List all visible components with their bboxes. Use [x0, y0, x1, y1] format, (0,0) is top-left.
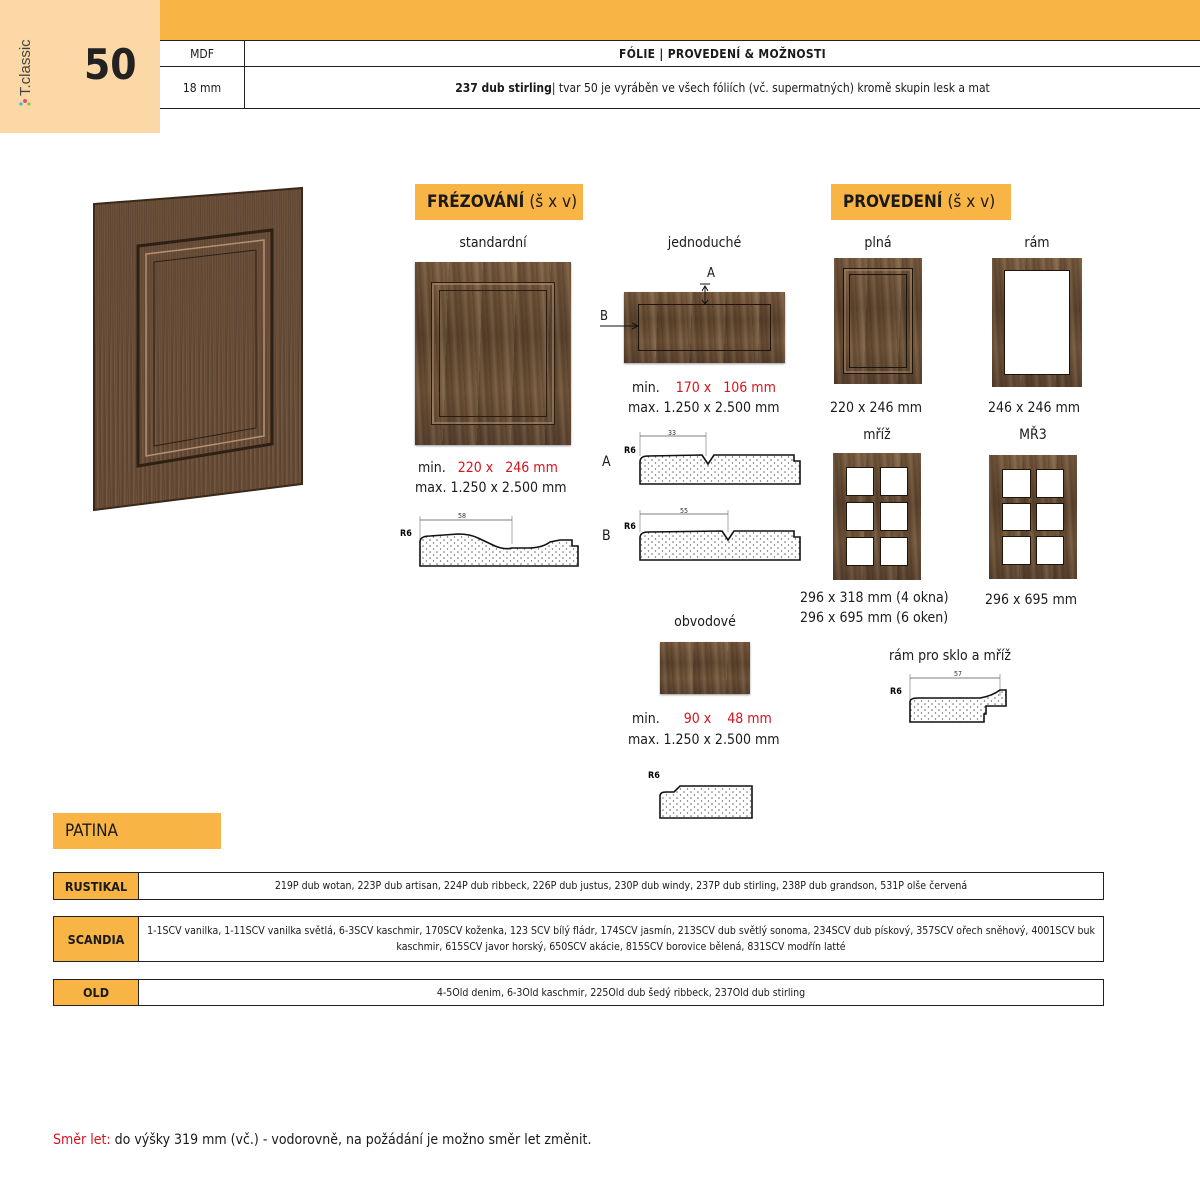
min-label: min. [632, 380, 660, 396]
standard-max: max. 1.250 x 2.500 mm [415, 480, 567, 496]
simple-marker-b: B [600, 309, 609, 324]
perimeter-min [632, 711, 772, 727]
profile-b-dim: 55 [679, 507, 689, 515]
profile-dim: 58 [457, 512, 467, 520]
options-description [245, 67, 1200, 108]
glass-frame-label: rám pro sklo a mříž [888, 648, 1012, 664]
footer-text: do výšky 319 mm (vč.) - vodorovně, na požádání je možno směr let změnit. [110, 1132, 592, 1148]
standard-sample [415, 262, 571, 445]
glass-frame-dim: 57 [953, 670, 963, 678]
material-label: MDF [190, 46, 214, 61]
mr3-label: MŘ3 [1019, 427, 1047, 443]
profile-a-letter: A [602, 454, 611, 470]
frame-dim: 246 x 246 mm [988, 400, 1081, 416]
options-label: FÓLIE | PROVEDENÍ & MOŽNOSTI [619, 46, 826, 61]
profile-b-drawing [622, 504, 807, 566]
full-label: plná [864, 235, 892, 251]
footer-label: Směr let: [53, 1132, 111, 1148]
min-height: 106 mm [723, 380, 776, 396]
simple-marker-a: A [707, 266, 715, 281]
patina-row-name: RUSTIKAL [54, 873, 139, 899]
perimeter-sample [660, 642, 750, 694]
patina-row-scandia [53, 916, 1104, 962]
min-width: 170 x [675, 380, 712, 396]
profile-radius: R6 [400, 529, 412, 539]
min-label: min. [418, 460, 446, 476]
patina-row-old [53, 979, 1104, 1006]
patina-row-text: 1-1SCV vanilka, 1-11SCV vanilka světlá, 6-3SCV kaschmir, 170SCV koženka, 123 SCV bílý fládr, 174SCV jasmín, 213SCV dub světlý sonoma, 234SCV dub pískový, 357SCV ořech sněhový, 4001SCV buk kaschmir, 615SCV javor horský, 650SCV akácie, 815SCV borovice bělená, 831SCV modřín latté [147, 925, 1095, 953]
series-number: 50 [84, 40, 137, 89]
door-photo [90, 184, 304, 514]
glass-frame-profile-drawing [888, 666, 1018, 726]
min-label: min. [632, 711, 660, 727]
simple-markers-arrows [598, 282, 728, 332]
frame-label: rám [1024, 235, 1050, 251]
patina-row-name: OLD [54, 980, 139, 1005]
perimeter-label: obvodové [674, 614, 736, 630]
mr3-dim: 296 x 695 mm [985, 592, 1078, 608]
profile-b-radius: R6 [624, 522, 636, 532]
perimeter-profile-radius: R6 [648, 771, 660, 781]
milling-title-text: FRÉZOVÁNÍ [427, 192, 525, 212]
patina-row-rustikal [53, 872, 1104, 900]
perimeter-max: max. 1.250 x 2.500 mm [628, 732, 780, 748]
min-width: 220 x [457, 460, 494, 476]
frame-sample [992, 258, 1082, 387]
footer-note [53, 1132, 591, 1148]
profile-b-letter: B [602, 528, 611, 544]
mr3-sample [989, 455, 1077, 579]
patina-row-text: 4-5Old denim, 6-3Old kaschmir, 225Old dub šedý ribbeck, 237Old dub stirling [436, 986, 806, 999]
execution-title [831, 184, 1011, 220]
execution-title-suffix: (š x v) [947, 192, 996, 212]
standard-min [418, 460, 558, 476]
patina-row-name: SCANDIA [54, 917, 139, 961]
brand-logo [14, 24, 36, 108]
patina-row-text: 219P dub wotan, 223P dub artisan, 224P dub ribbeck, 226P dub justus, 230P dub windy, 237P dub stirling, 238P dub grandson, 531P olše červená [274, 880, 968, 892]
options-text: | tvar 50 je vyráběn ve všech fóliích (vč. supermatných) kromě skupin lesk a mat [551, 80, 990, 95]
profile-a-radius: R6 [624, 446, 636, 456]
full-sample [834, 258, 922, 384]
min-height: 48 mm [727, 711, 772, 727]
execution-title-text: PROVEDENÍ [843, 192, 943, 212]
brand-text: T.classic [17, 39, 34, 96]
min-height: 246 mm [505, 460, 558, 476]
simple-max: max. 1.250 x 2.500 mm [628, 400, 780, 416]
grid-dim-1: 296 x 318 mm (4 okna) [800, 590, 949, 606]
perimeter-profile-drawing [640, 766, 760, 822]
min-width: 90 x [683, 711, 712, 727]
material-value: 18 mm [182, 80, 222, 95]
milling-title [415, 184, 583, 220]
profile-a-dim: 33 [667, 429, 677, 437]
grid-dim-2: 296 x 695 mm (6 oken) [800, 610, 949, 626]
full-dim: 220 x 246 mm [830, 400, 923, 416]
header-line [160, 108, 1200, 109]
grid-label: mříž [863, 427, 891, 443]
simple-label: jednoduché [667, 235, 742, 251]
grid-sample [833, 453, 921, 580]
patina-title: PATINA [53, 813, 221, 849]
standard-profile-drawing [400, 508, 585, 570]
profile-a-drawing [622, 428, 807, 490]
top-accent-bar [160, 0, 1200, 40]
glass-frame-radius: R6 [890, 687, 902, 697]
simple-min [632, 380, 776, 396]
standard-label: standardní [459, 235, 527, 251]
options-bold: 237 dub stirling [455, 80, 552, 95]
milling-title-suffix: (š x v) [529, 192, 578, 212]
